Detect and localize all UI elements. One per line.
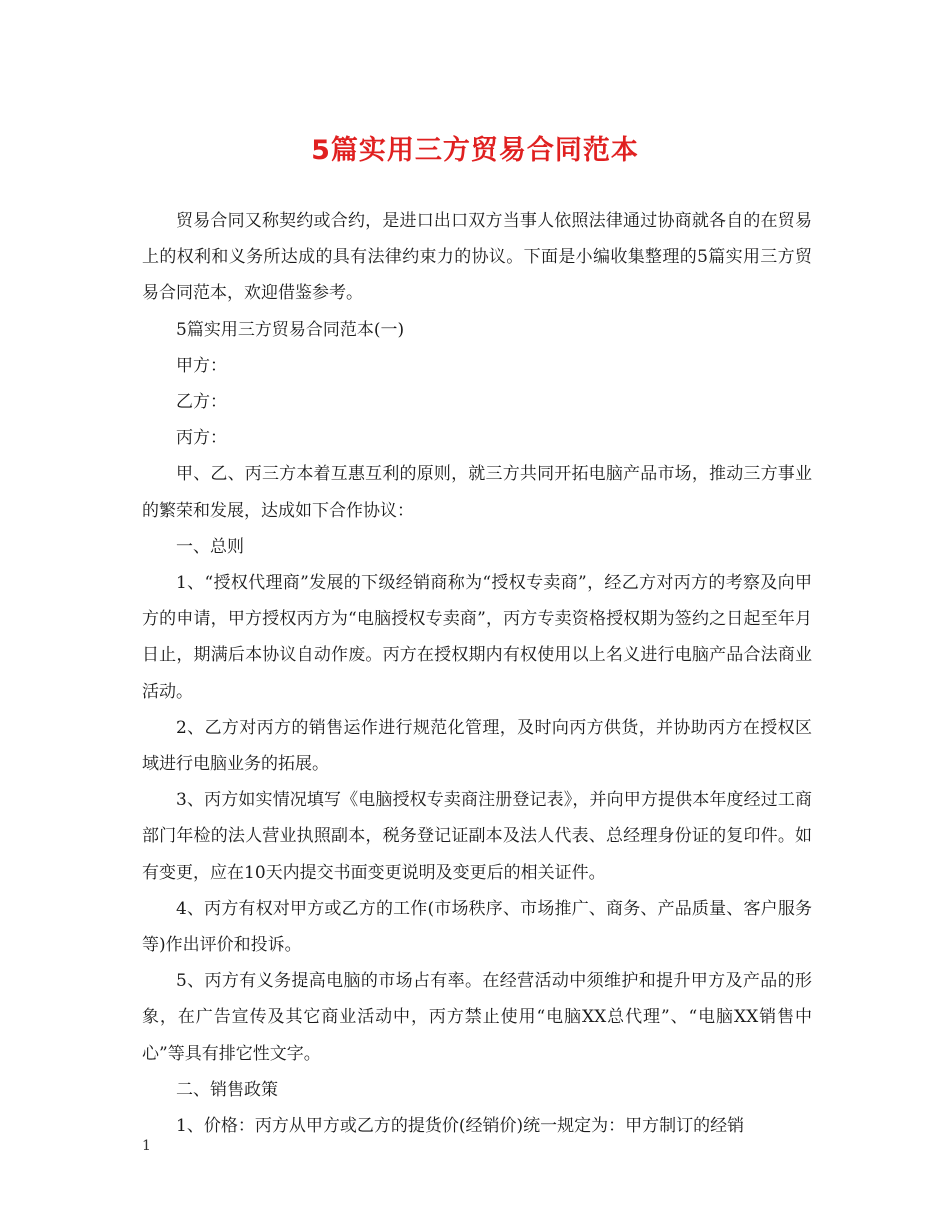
clause-1: 1、“授权代理商”发展的下级经销商称为“授权专卖商”，经乙方对丙方的考察及向甲方的申请，甲方授权丙方为“电脑授权专卖商”，丙方专卖资格授权期为签约之日起至年月日止，期满后本协议自动作废。丙方在授权期内有权使用以上名义进行电脑产品合法商业活动。 — [142, 573, 812, 702]
preamble-paragraph: 甲、乙、丙三方本着互惠互利的原则，就三方共同开拓电脑产品市场，推动三方事业的繁荣和发展，达成如下合作协议： — [142, 464, 812, 521]
party-a-label: 甲方： — [176, 355, 227, 376]
document-body — [142, 203, 812, 1144]
intro-paragraph: 贸易合同又称契约或合约，是进口出口双方当事人依照法律通过协商就各自的在贸易上的权利和义务所达成的具有法律约束力的协议。下面是小编收集整理的5篇实用三方贸易合同范本，欢迎借鉴参考。 — [142, 211, 812, 304]
clause-2: 2、乙方对丙方的销售运作进行规范化管理，及时向丙方供货，并协助丙方在授权区域进行电脑业务的拓展。 — [142, 717, 812, 775]
section-heading-general: 一、总则 — [176, 536, 244, 557]
party-b-label: 乙方： — [176, 392, 227, 413]
document-title: 5篇实用三方贸易合同范本 — [311, 135, 639, 166]
clause-5: 5、丙方有义务提高电脑的市场占有率。在经营活动中须维护和提升甲方及产品的形象，在广告宣传及其它商业活动中，丙方禁止使用“电脑XX总代理”、“电脑XX销售中心”等具有排它性文字。 — [142, 971, 812, 1064]
sales-clause-1: 1、价格：丙方从甲方或乙方的提货价(经销价)统一规定为：甲方制订的经销 — [176, 1116, 745, 1137]
clause-4: 4、丙方有权对甲方或乙方的工作(市场秩序、市场推广、商务、产品质量、客户服务等)作出评价和投诉。 — [142, 898, 812, 956]
party-c-label: 丙方： — [176, 428, 227, 449]
section-heading-contract-one: 5篇实用三方贸易合同范本(一) — [176, 319, 405, 340]
section-heading-sales-policy: 二、销售政策 — [176, 1079, 278, 1100]
clause-3: 3、丙方如实情况填写《电脑授权专卖商注册登记表》，并向甲方提供本年度经过工商部门年检的法人营业执照副本，税务登记证副本及法人代表、总经理身份证的复印件。如有变更，应在10天内提交书面变更说明及变更后的相关证件。 — [142, 790, 812, 883]
page-number: 1 — [142, 1138, 151, 1154]
